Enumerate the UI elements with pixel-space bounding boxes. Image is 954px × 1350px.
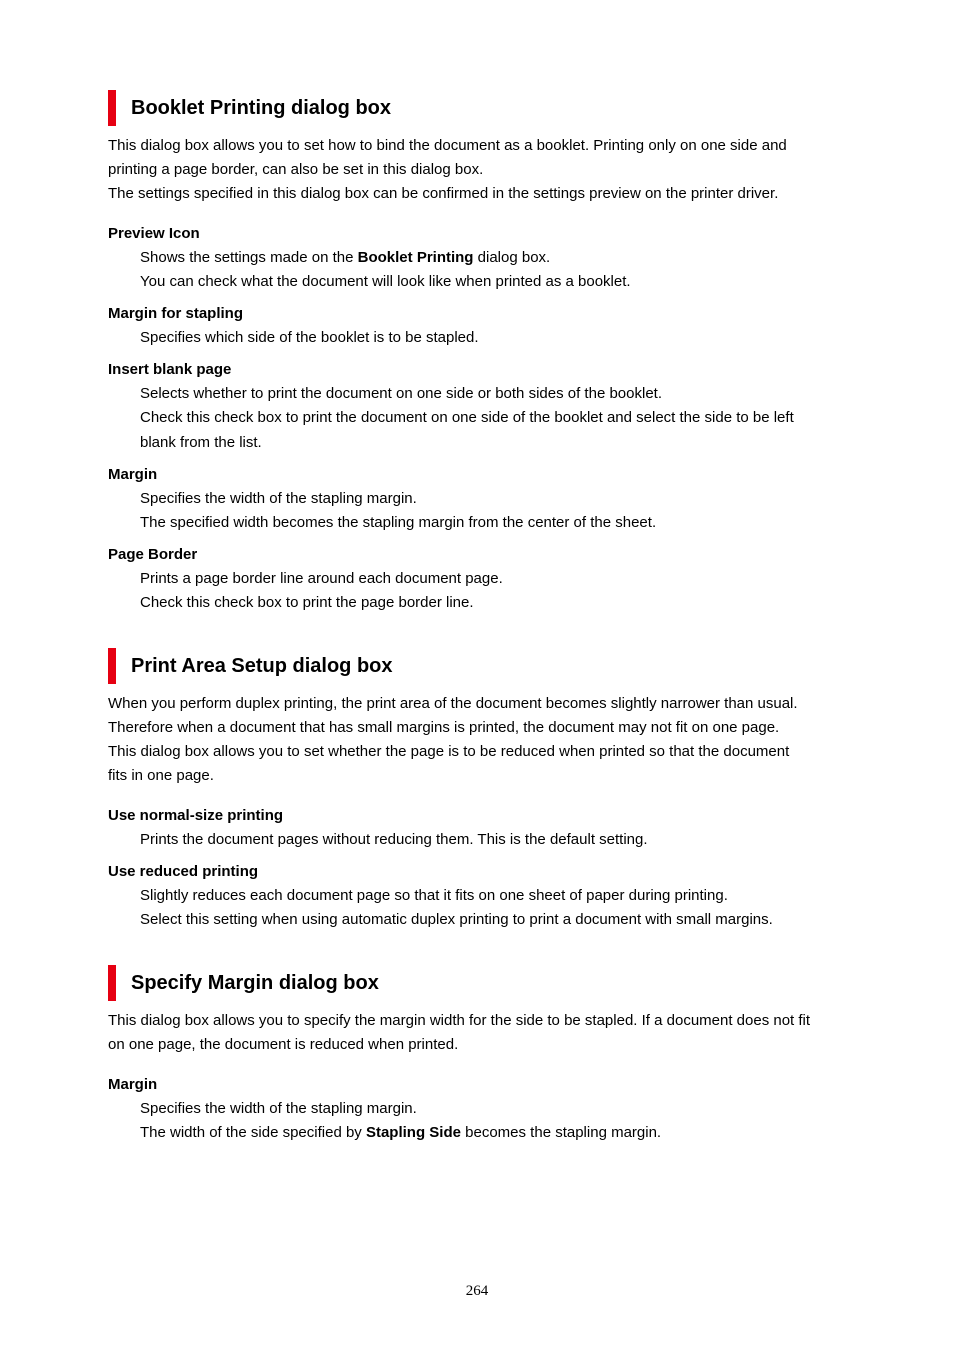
intro-line: This dialog box allows you to set whether the page is to be reduced when printed so that the document (108, 743, 790, 760)
term-use-normal-size-printing: Use normal-size printing (108, 807, 284, 824)
definition-line: Check this check box to print the document on one side of the booklet and select the side to be left (140, 409, 794, 426)
heading-text: Booklet Printing dialog box (131, 97, 391, 119)
definition-line: The specified width becomes the stapling margin from the center of the sheet. (140, 514, 657, 531)
heading-accent-bar (108, 965, 116, 1001)
definition-line: Prints a page border line around each document page. (140, 570, 503, 587)
term-margin-for-stapling: Margin for stapling (108, 305, 243, 322)
heading-text: Print Area Setup dialog box (131, 655, 393, 677)
definition-list (108, 1073, 868, 1145)
page-number: 264 (465, 1283, 489, 1299)
section-heading (108, 648, 868, 684)
intro-line: The settings specified in this dialog box can be confirmed in the settings preview on the printer driver. (108, 185, 779, 202)
definition-list (108, 804, 868, 932)
term-margin: Margin (108, 466, 158, 483)
text-run: Shows the settings made on the (140, 249, 358, 266)
text-run: dialog box. (473, 249, 551, 266)
definition-line: Prints the document pages without reducing them. This is the default setting. (140, 831, 648, 848)
intro-line: on one page, the document is reduced when printed. (108, 1036, 459, 1053)
section-intro (108, 134, 868, 206)
definition-line: Slightly reduces each document page so that it fits on one sheet of paper during printing. (140, 887, 728, 904)
heading-accent-bar (108, 648, 116, 684)
term-insert-blank-page: Insert blank page (108, 361, 232, 378)
definition-line: You can check what the document will look like when printed as a booklet. (140, 273, 631, 290)
definition-list (108, 222, 868, 615)
heading-accent-bar (108, 90, 116, 126)
heading-text: Specify Margin dialog box (131, 972, 379, 994)
definition-line: blank from the list. (140, 434, 262, 451)
definition-line: Check this check box to print the page border line. (140, 594, 474, 611)
section-intro (108, 692, 868, 788)
term-use-reduced-printing: Use reduced printing (108, 863, 259, 880)
section-heading (108, 90, 868, 126)
intro-line: This dialog box allows you to set how to bind the document as a booklet. Printing only on one side and (108, 137, 787, 154)
section-print-area-setup (108, 648, 868, 932)
definition-line: Specifies the width of the stapling margin. (140, 1100, 417, 1117)
intro-line: printing a page border, can also be set in this dialog box. (108, 161, 484, 178)
definition-line: Specifies the width of the stapling margin. (140, 490, 417, 507)
bold-text-run: Booklet Printing (357, 249, 474, 266)
intro-line: When you perform duplex printing, the print area of the document becomes slightly narrower than usual. (108, 695, 798, 712)
definition-line (140, 246, 868, 270)
section-heading (108, 965, 868, 1001)
definition-line: Specifies which side of the booklet is to be stapled. (140, 329, 479, 346)
text-run: The width of the side specified by (140, 1124, 366, 1141)
section-intro (108, 1009, 868, 1057)
intro-line: This dialog box allows you to specify the margin width for the side to be stapled. If a document does not fit (108, 1012, 811, 1029)
definition-line (140, 1121, 868, 1145)
bold-text-run: Stapling Side (365, 1124, 461, 1141)
section-specify-margin (108, 965, 868, 1145)
term-page-border: Page Border (108, 546, 198, 563)
term-preview-icon: Preview Icon (108, 225, 200, 242)
definition-line: Select this setting when using automatic duplex printing to print a document with small margins. (140, 911, 773, 928)
intro-line: Therefore when a document that has small margins is printed, the document may not fit on one page. (108, 719, 780, 736)
section-booklet-printing (108, 90, 868, 615)
term-margin: Margin (108, 1076, 158, 1093)
text-run: becomes the stapling margin. (460, 1124, 662, 1141)
definition-line: Selects whether to print the document on one side or both sides of the booklet. (140, 385, 662, 402)
intro-line: fits in one page. (108, 767, 214, 784)
